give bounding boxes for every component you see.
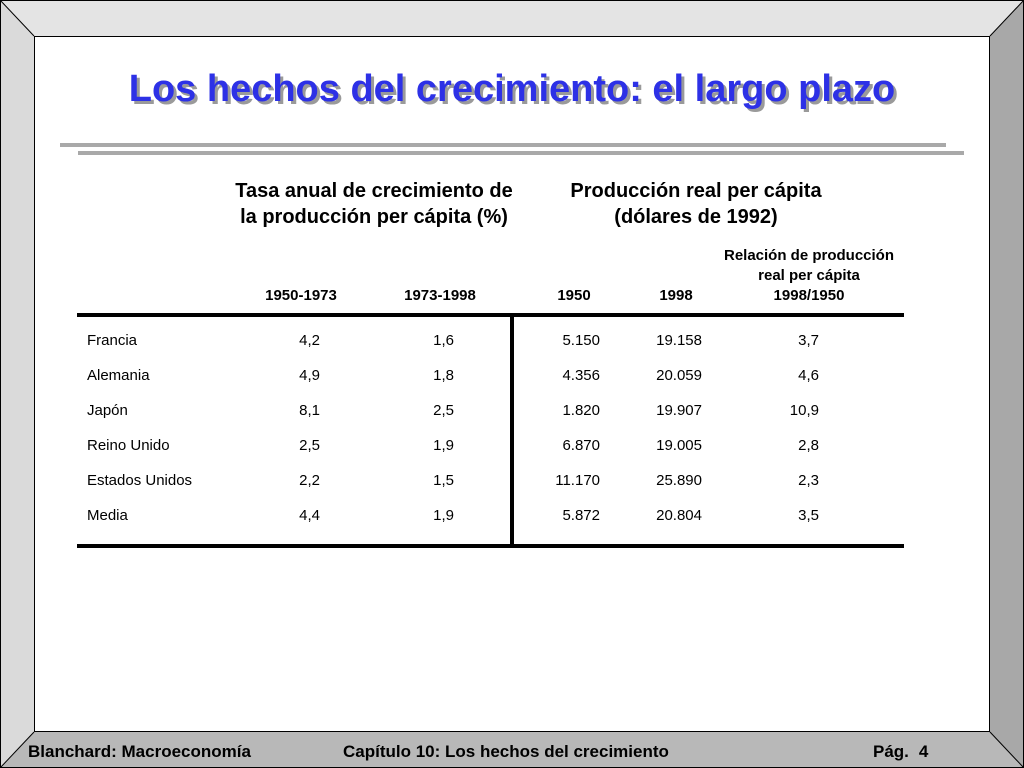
output-1998-cell: 20.804 <box>656 507 702 524</box>
growth-header-line-2: la producción per cápita (%) <box>240 206 508 228</box>
growth-header-line-1: Tasa anual de crecimiento de <box>235 180 513 202</box>
output-1950-cell: 1.820 <box>562 402 600 419</box>
country-cell: Alemania <box>87 367 150 384</box>
ratio-header-line-2: real per cápita <box>758 267 860 284</box>
growth-1973-1998-cell: 1,9 <box>433 507 454 524</box>
growth-1950-1973-cell: 4,2 <box>299 332 320 349</box>
output-1950-cell: 4.356 <box>562 367 600 384</box>
title-rule-upper <box>60 143 946 147</box>
ratio-header-line-3: 1998/1950 <box>773 287 845 304</box>
table-row <box>0 402 1024 426</box>
footer-page-label: Pág. <box>873 742 909 761</box>
ratio-cell: 3,7 <box>798 332 819 349</box>
footer-book-title: Blanchard: Macroeconomía <box>28 742 251 761</box>
output-1950-cell: 11.170 <box>555 472 600 489</box>
ratio-header-line-1: Relación de producción <box>723 247 895 264</box>
table-row <box>0 472 1024 496</box>
country-cell: Estados Unidos <box>87 472 193 489</box>
output-1950-cell: 5.872 <box>562 507 600 524</box>
growth-1950-1973-cell: 2,5 <box>299 437 320 454</box>
output-header-line-1: Producción real per cápita <box>570 180 822 202</box>
growth-1973-1998-cell: 1,8 <box>433 367 454 384</box>
output-header-line-2: (dólares de 1992) <box>614 206 778 228</box>
table-row <box>0 367 1024 391</box>
output-1998-cell: 19.005 <box>656 437 702 454</box>
output-group-header <box>548 178 844 230</box>
output-1950-cell: 6.870 <box>562 437 600 454</box>
output-1998-cell: 19.158 <box>656 332 702 349</box>
footer-page <box>873 742 928 762</box>
growth-1973-1998-cell: 2,5 <box>433 402 454 419</box>
table-top-rule <box>77 313 904 317</box>
ratio-cell: 2,3 <box>798 472 819 489</box>
country-cell: Japón <box>87 402 128 419</box>
table-row <box>0 332 1024 356</box>
growth-1950-1973-cell: 4,4 <box>299 507 320 524</box>
slide-title: Los hechos del crecimiento: el largo plazo <box>128 68 896 110</box>
output-1998-cell: 20.059 <box>656 367 702 384</box>
growth-1950-1973-cell: 2,2 <box>299 472 320 489</box>
table-row <box>0 507 1024 531</box>
ratio-cell: 3,5 <box>798 507 819 524</box>
footer-page-number: 4 <box>918 742 929 761</box>
growth-1950-1973-cell: 4,9 <box>299 367 320 384</box>
ratio-cell: 10,9 <box>789 402 819 419</box>
title-rule-lower <box>78 151 964 155</box>
country-cell: Francia <box>87 332 138 349</box>
col-header-1950-1973: 1950-1973 <box>265 287 337 304</box>
growth-group-header <box>214 178 534 230</box>
output-1998-cell: 19.907 <box>656 402 702 419</box>
growth-1973-1998-cell: 1,9 <box>433 437 454 454</box>
ratio-cell: 4,6 <box>798 367 819 384</box>
country-cell: Media <box>87 507 128 524</box>
growth-1950-1973-cell: 8,1 <box>299 402 320 419</box>
ratio-cell: 2,8 <box>798 437 819 454</box>
col-header-1973-1998: 1973-1998 <box>404 287 476 304</box>
frame-top <box>0 0 1024 36</box>
growth-1973-1998-cell: 1,5 <box>433 472 454 489</box>
country-cell: Reino Unido <box>87 437 170 454</box>
output-1950-cell: 5.150 <box>562 332 600 349</box>
table-bottom-rule <box>77 544 904 548</box>
ratio-column-header <box>700 246 918 306</box>
table-row <box>0 437 1024 461</box>
output-1998-cell: 25.890 <box>656 472 702 489</box>
growth-1973-1998-cell: 1,6 <box>433 332 454 349</box>
col-header-1950: 1950 <box>557 287 591 304</box>
col-header-1998: 1998 <box>659 287 693 304</box>
footer-chapter: Capítulo 10: Los hechos del crecimiento <box>343 742 669 761</box>
